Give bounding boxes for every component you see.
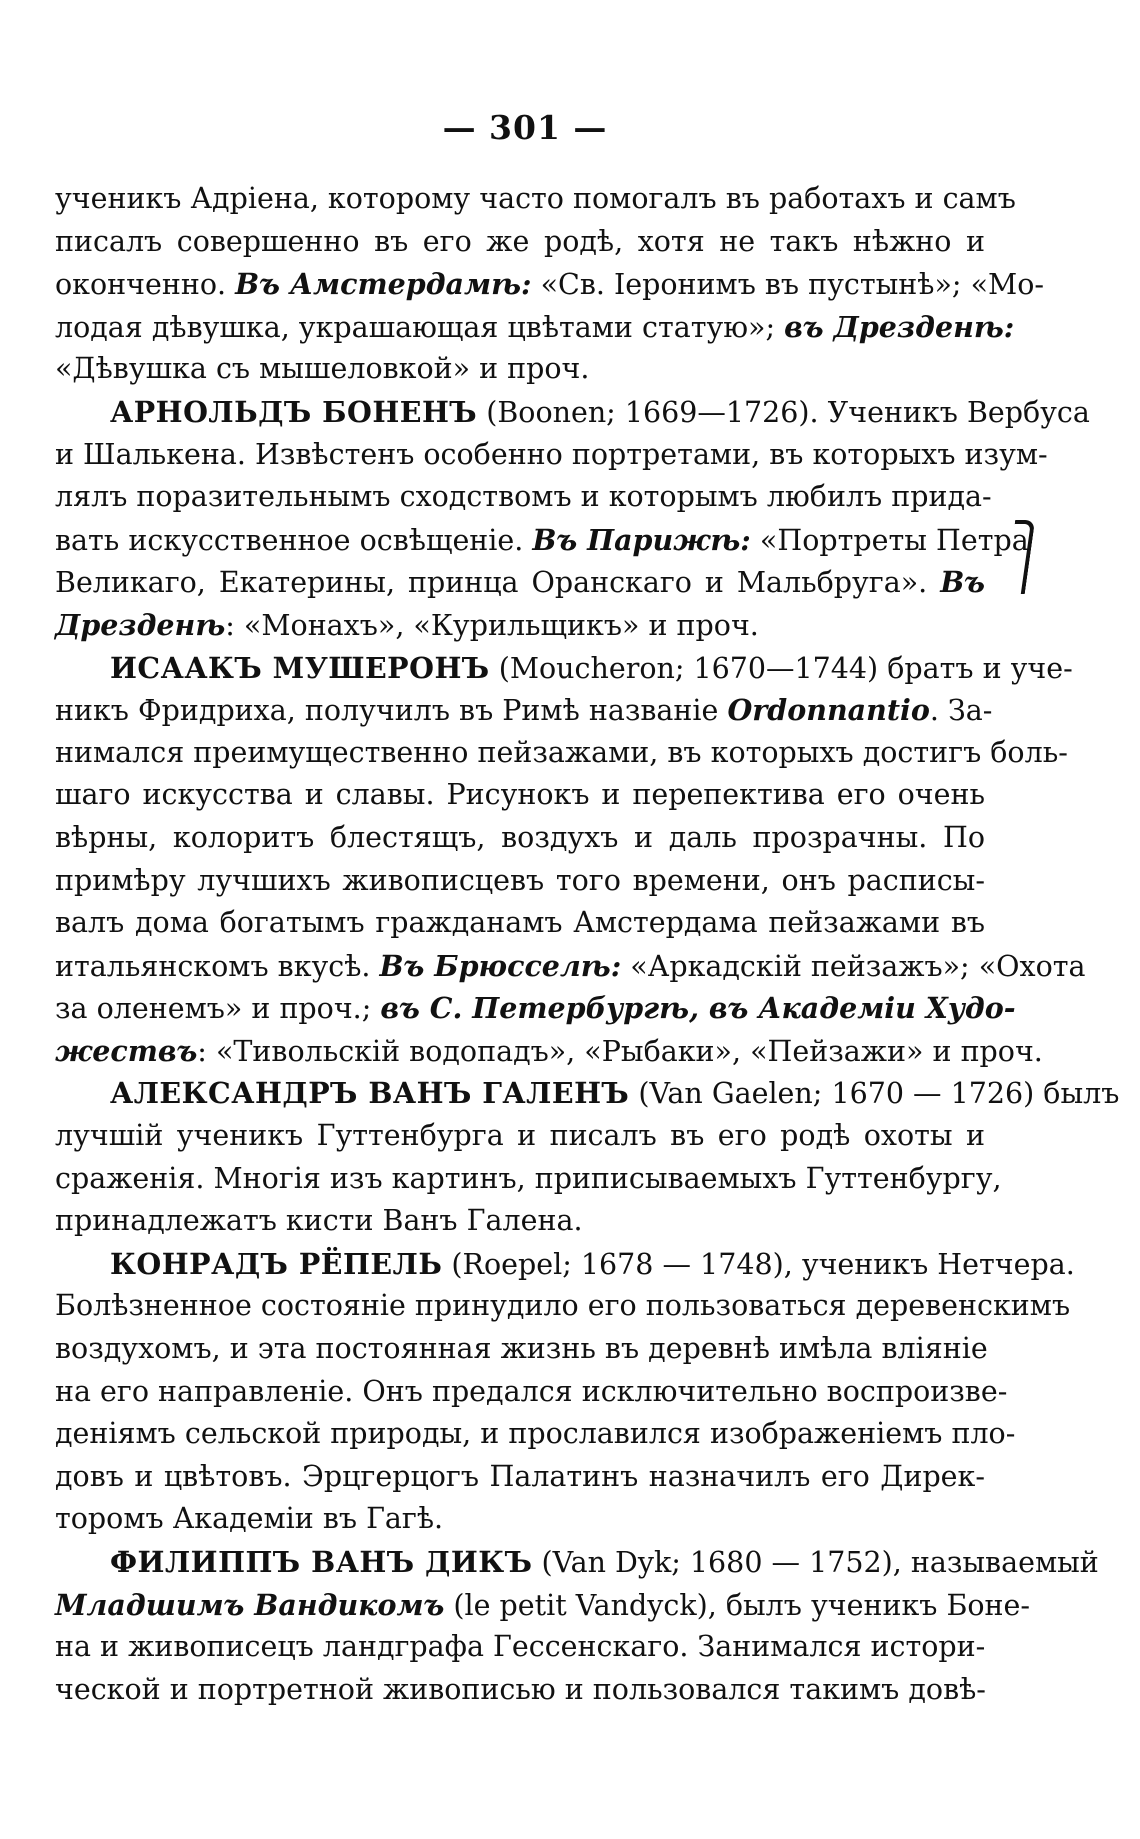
page-number: — 301 —: [442, 108, 608, 147]
text-run: за оленемъ» и проч.;: [55, 992, 381, 1026]
text-line: [55, 1456, 985, 1499]
text-line: [55, 178, 1016, 221]
italic-text: Младшимъ Вандикомъ: [55, 1587, 445, 1622]
text-line: [55, 689, 993, 732]
text-line: [55, 1328, 988, 1371]
text-line: [55, 774, 985, 817]
text-run: никъ Фридриха, получилъ въ Римѣ названіе: [55, 694, 728, 728]
text-run: (Moucheron; 1670—1744) братъ и уче-: [489, 651, 1073, 685]
text-run: валъ дома богатымъ гражданамъ Амстердама пейзажами въ: [55, 906, 985, 940]
text-line: [55, 604, 985, 647]
text-run: ученикъ Адріена, которому часто помогалъ въ работахъ и самъ: [55, 182, 1016, 215]
text-run: нимался преимущественно пейзажами, въ которыхъ достигъ боль-: [55, 735, 1068, 769]
text-body: [55, 178, 1120, 1711]
text-line: [55, 1669, 985, 1712]
text-run: (Boonen; 1669—1726). Ученикъ Вербуса: [477, 395, 1090, 429]
text-run: на и живописецъ ландграфа Гессенскаго. Занимался истори-: [55, 1630, 986, 1664]
text-run: «Св. Іеронимъ въ пустынѣ»; «Мо-: [531, 268, 1044, 302]
text-run: воздухомъ, и эта постоянная жизнь въ деревнѣ имѣла вліяніе: [55, 1332, 988, 1366]
text-line: [55, 1200, 985, 1243]
text-run: принадлежатъ кисти Ванъ Галена.: [55, 1204, 583, 1238]
text-line: [55, 221, 985, 264]
text-line: [55, 1413, 1016, 1456]
italic-text: Дрезденѣ: [55, 607, 226, 642]
artist-name: ИСААКЪ МУШЕРОНЪ: [110, 650, 490, 685]
text-line: [55, 732, 1068, 775]
text-line: [55, 1626, 985, 1669]
text-run: оконченно.: [55, 268, 236, 302]
text-run: «Аркадскій пейзажъ»; «Охота: [621, 949, 1086, 983]
text-line: [55, 1498, 985, 1541]
text-run: Великаго, Екатерины, принца Оранскаго и Мальбруга».: [55, 566, 941, 600]
italic-text: въ Дрезденѣ:: [784, 309, 1015, 344]
text-run: : «Монахъ», «Курильщикъ» и проч.: [225, 608, 759, 642]
italic-text: жествъ: [55, 1033, 198, 1068]
text-line: [55, 348, 985, 391]
text-run: писалъ совершенно въ его же родѣ, хотя не такъ нѣжно и: [55, 224, 985, 258]
text-run: на его направленіе. Онъ предался исключительно воспроизве-: [55, 1374, 1008, 1408]
text-line: [55, 1285, 1071, 1328]
text-run: торомъ Академіи въ Гагѣ.: [55, 1502, 444, 1536]
text-line: [55, 1584, 1031, 1627]
text-line: [55, 434, 1048, 477]
text-run: деніямъ сельской природы, и прославился изображеніемъ пло-: [55, 1417, 1016, 1451]
text-line: [55, 1158, 1002, 1201]
text-run: лодая дѣвушка, украшающая цвѣтами статую»;: [55, 310, 785, 344]
text-run: лучшій ученикъ Гуттенбурга и писалъ въ его родѣ охоты и: [55, 1119, 985, 1153]
artist-name: АЛЕКСАНДРЪ ВАНЪ ГАЛЕНЪ: [110, 1076, 630, 1111]
text-line: [55, 945, 1086, 988]
text-line: [55, 1243, 1075, 1286]
text-line: [55, 1030, 1043, 1073]
italic-text: Въ Амстердамѣ:: [235, 267, 532, 302]
text-run: итальянскомъ вкусѣ.: [55, 949, 380, 983]
text-run: (Van Gaelen; 1670 — 1726) былъ: [629, 1077, 1120, 1111]
text-run: довъ и цвѣтовъ. Эрцгерцогъ Палатинъ назначилъ его Дирек-: [55, 1459, 985, 1493]
italic-text: Въ: [940, 565, 985, 600]
artist-name: ФИЛИППЪ ВАНЪ ДИКЪ: [110, 1545, 533, 1579]
text-line: [55, 860, 985, 903]
text-run: : «Тивольскій водопадъ», «Рыбаки», «Пейзажи» и проч.: [197, 1034, 1043, 1068]
artist-name: КОНРАДЪ РЁПЕЛЬ: [110, 1246, 443, 1281]
text-line: [55, 1371, 1008, 1414]
text-run: вѣрны, колоритъ блестящъ, воздухъ и даль прозрачны. По: [55, 820, 985, 854]
italic-text: Въ Брюсселѣ:: [379, 948, 622, 983]
text-line: [55, 1115, 985, 1158]
text-run: «Дѣвушка съ мышеловкой» и проч.: [55, 352, 590, 386]
text-run: «Портреты Петра: [750, 523, 1029, 557]
italic-text: Ordonnantio: [727, 693, 930, 728]
text-line: [55, 647, 1073, 690]
text-run: примѣру лучшихъ живописцевъ того времени, онъ расписы-: [55, 863, 985, 897]
text-line: [55, 1541, 1099, 1584]
text-line: [55, 817, 985, 860]
text-run: (Roepel; 1678 — 1748), ученикъ Нетчера.: [442, 1247, 1075, 1281]
text-line: [55, 561, 985, 604]
text-line: [55, 476, 992, 519]
text-run: сраженія. Многія изъ картинъ, приписываемыхъ Гуттенбургу,: [55, 1161, 1002, 1195]
artist-name: АРНОЛЬДЪ БОНЕНЪ: [110, 394, 478, 429]
text-line: [55, 306, 1015, 349]
text-line: [55, 987, 1016, 1030]
text-run: . За-: [929, 694, 993, 728]
text-run: Болѣзненное состояніе принудило его пользоваться деревенскимъ: [55, 1289, 1071, 1323]
text-line: [55, 902, 985, 945]
text-line: [55, 391, 1090, 434]
text-line: [55, 519, 1029, 562]
text-run: ческой и портретной живописью и пользовался такимъ довѣ-: [55, 1672, 986, 1706]
italic-text: въ С. Петербургѣ, въ Академіи Худо-: [380, 991, 1016, 1026]
text-line: [55, 263, 1044, 306]
text-line: [55, 1072, 1120, 1115]
italic-text: Въ Парижѣ:: [532, 522, 751, 557]
text-run: вать искусственное освѣщеніе.: [55, 523, 533, 557]
text-run: и Шалькена. Извѣстенъ особенно портретами, въ которыхъ изум-: [55, 437, 1048, 471]
text-run: (le petit Vandyck), былъ ученикъ Боне-: [444, 1588, 1031, 1622]
text-run: (Van Dyk; 1680 — 1752), называемый: [532, 1546, 1099, 1579]
text-run: шаго искусства и славы. Рисунокъ и перепектива его очень: [55, 778, 985, 812]
text-run: лялъ поразительнымъ сходствомъ и которымъ любилъ прида-: [55, 480, 992, 514]
